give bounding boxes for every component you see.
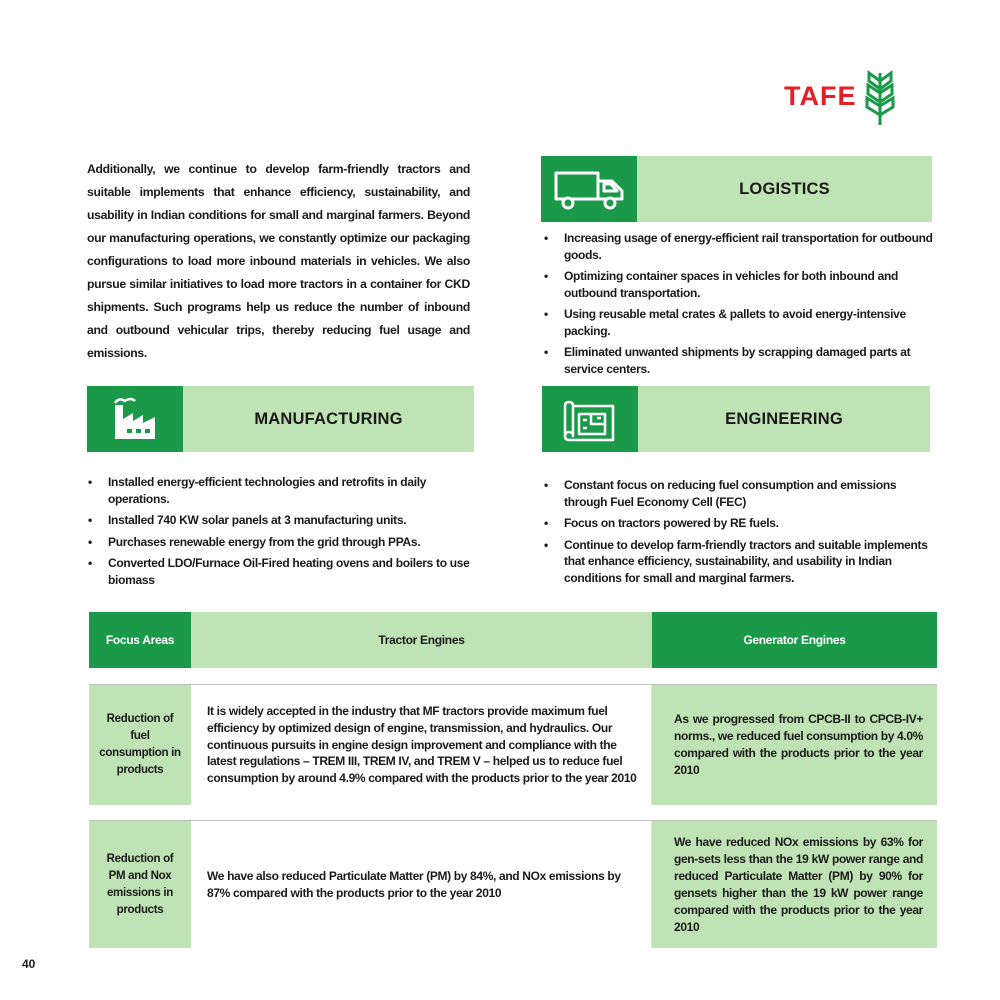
row-focus-cell: Reduction of PM and Nox emissions in products bbox=[89, 821, 191, 948]
row-generator-cell: We have reduced NOx emissions by 63% for gen-sets less than the 19 kW power range and reduced Particulate Matter (PM) by 90% for gensets higher than the 19 kW power range compared with the products prior to the year 2010 bbox=[652, 821, 937, 948]
page-number: 40 bbox=[22, 957, 36, 971]
list-item: • Using reusable metal crates & pallets to avoid energy-intensive packing. bbox=[542, 306, 942, 339]
manufacturing-icon-box bbox=[87, 386, 183, 452]
logistics-title: LOGISTICS bbox=[637, 156, 932, 222]
row-focus-cell: Reduction of fuel consumption in products bbox=[89, 685, 191, 805]
logistics-icon-box bbox=[541, 156, 637, 222]
list-item: • Increasing usage of energy-efficient rail transportation for outbound goods. bbox=[542, 230, 942, 263]
manufacturing-list bbox=[86, 474, 476, 593]
row-generator-cell: As we progressed from CPCB-II to CPCB-IV+ norms., we reduced fuel consumption by 4.0% compared with the products prior to the year 2010 bbox=[652, 685, 937, 805]
table-row bbox=[89, 820, 937, 948]
tafe-logo bbox=[784, 66, 936, 126]
factory-icon bbox=[109, 397, 161, 441]
manufacturing-title: MANUFACTURING bbox=[183, 386, 474, 452]
engineering-title: ENGINEERING bbox=[638, 386, 930, 452]
list-item: • Constant focus on reducing fuel consumption and emissions through Fuel Economy Cell (FEC) bbox=[542, 477, 942, 510]
list-item: • Optimizing container spaces in vehicles for both inbound and outbound transportation. bbox=[542, 268, 942, 301]
list-item: • Continue to develop farm-friendly tractors and suitable implements that enhance efficiency, sustainability, and usability in Indian conditions for small and marginal farmers. bbox=[542, 537, 942, 587]
truck-icon bbox=[552, 167, 626, 211]
list-item: • Installed energy-efficient technologies and retrofits in daily operations. bbox=[86, 474, 476, 507]
list-item: • Converted LDO/Furnace Oil-Fired heating ovens and boilers to use biomass bbox=[86, 555, 476, 588]
intro-paragraph: Additionally, we continue to develop farm-friendly tractors and suitable implements that enhance efficiency, sustainability, and usability in Indian conditions for small and marginal farmers. Beyond our manufacturing operations, we constantly optimize our packaging configurations to load more inbound materials in vehicles. We also pursue similar initiatives to load more tractors in a container for CKD shipments. Such programs help us reduce the number of inbound and outbound vehicular trips, thereby reducing fuel usage and emissions. bbox=[87, 162, 470, 360]
table-header bbox=[89, 612, 937, 668]
manufacturing-header bbox=[87, 386, 474, 452]
list-item: • Eliminated unwanted shipments by scrapping damaged parts at service centers. bbox=[542, 344, 942, 377]
list-item: • Purchases renewable energy from the grid through PPAs. bbox=[86, 534, 476, 551]
table-row bbox=[89, 684, 937, 805]
header-generator-engines: Generator Engines bbox=[652, 612, 937, 668]
blueprint-icon bbox=[563, 396, 617, 442]
logistics-header bbox=[541, 156, 932, 222]
wheat-leaf-icon bbox=[863, 67, 897, 125]
header-tractor-engines: Tractor Engines bbox=[191, 612, 652, 668]
list-item: • Focus on tractors powered by RE fuels. bbox=[542, 515, 942, 532]
header-focus-areas: Focus Areas bbox=[89, 612, 191, 668]
engineering-icon-box bbox=[542, 386, 638, 452]
row-tractor-cell: We have also reduced Particulate Matter (PM) by 84%, and NOx emissions by 87% compared with the products prior to the year 2010 bbox=[191, 821, 652, 948]
engineering-list bbox=[542, 477, 942, 591]
engineering-header bbox=[542, 386, 930, 452]
logo-text: TAFE bbox=[784, 80, 857, 111]
logistics-list bbox=[542, 230, 942, 382]
list-item: • Installed 740 KW solar panels at 3 manufacturing units. bbox=[86, 512, 476, 529]
row-tractor-cell: It is widely accepted in the industry that MF tractors provide maximum fuel efficiency by optimized design of engine, transmission, and hydraulics. Our continuous pursuits in engine design improvement and compliance with the latest regulations – TREM III, TREM IV, and TREM V – helped us to reduce fuel consumption by around 4.9% compared with the products prior to the year 2010 bbox=[191, 685, 652, 805]
